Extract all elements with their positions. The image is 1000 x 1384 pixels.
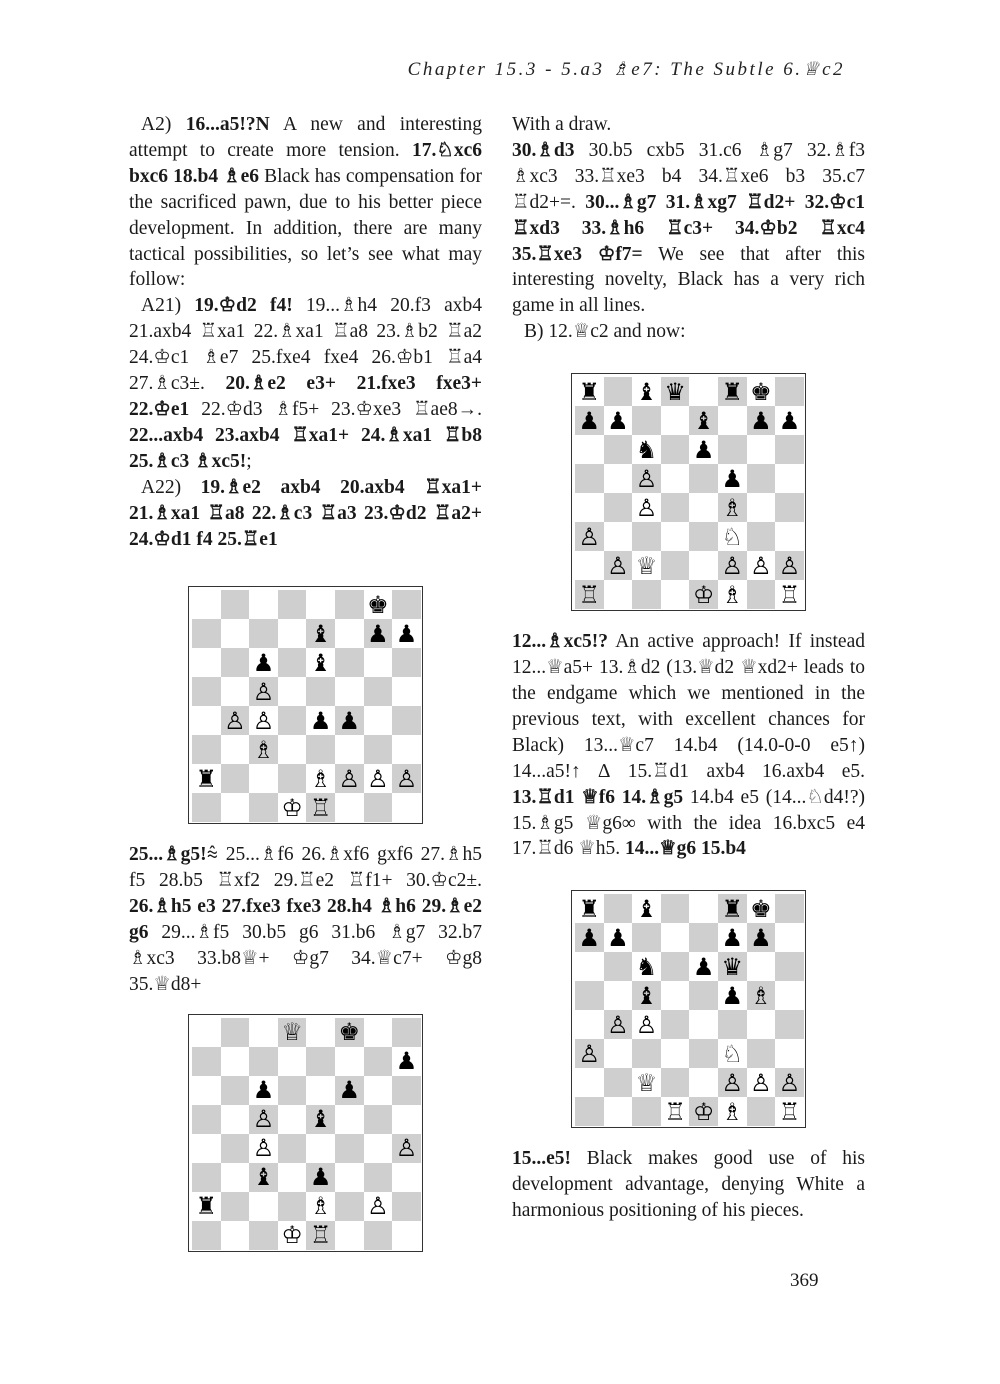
- board-square: [249, 619, 278, 648]
- board-square: [392, 735, 421, 764]
- black-pawn-icon: ♟: [689, 952, 718, 981]
- paragraph-b: B) 12.♕c2 and now:: [524, 321, 686, 343]
- board-square: [575, 493, 604, 522]
- board-square: [632, 580, 661, 609]
- black-pawn-icon: ♟: [392, 1047, 421, 1076]
- black-pawn-icon: ♟: [689, 435, 718, 464]
- board-square: [775, 894, 804, 923]
- board-square: [604, 522, 633, 551]
- board-square: [661, 493, 690, 522]
- black-pawn-icon: ♟: [306, 1163, 335, 1192]
- board-square: [775, 981, 804, 1010]
- board-square: [278, 1105, 307, 1134]
- board-square: [604, 493, 633, 522]
- black-rook-icon: ♜: [575, 377, 604, 406]
- board-square: [192, 1076, 221, 1105]
- board-square: [775, 1010, 804, 1039]
- white-pawn-icon: ♙: [364, 764, 393, 793]
- board-square: [392, 1018, 421, 1047]
- board-square: [249, 1018, 278, 1047]
- board-square: [249, 793, 278, 822]
- board-square: [604, 894, 633, 923]
- board-square: [689, 981, 718, 1010]
- board-square: [278, 1076, 307, 1105]
- board-square: [661, 1010, 690, 1039]
- board-square: [661, 464, 690, 493]
- board-square: [604, 1039, 633, 1068]
- board-square: [221, 1163, 250, 1192]
- black-pawn-icon: ♟: [718, 981, 747, 1010]
- white-rook-icon: ♖: [661, 1097, 690, 1126]
- paragraph-a2: A2) 16...a5!?N A new and interesting attempt to create more tension. 17.♘xc6 bxc6 18.b4 ♗e6 Black has compensation for the sacrificed pawn, due to his better piece development. In addition, there are many tactical possibilities, so let’s see what may follow:: [129, 114, 483, 291]
- black-pawn-icon: ♟: [306, 706, 335, 735]
- black-king-icon: ♚: [335, 1018, 364, 1047]
- board-square: [306, 735, 335, 764]
- board-square: [364, 648, 393, 677]
- white-pawn-icon: ♙: [604, 551, 633, 580]
- board-square: [689, 923, 718, 952]
- board-square: [364, 1221, 393, 1250]
- board-square: [192, 1018, 221, 1047]
- board-square: [192, 590, 221, 619]
- white-pawn-icon: ♙: [775, 1068, 804, 1097]
- paragraph-30-d3: 30.♗d3 30.b5 cxb5 31.c6 ♗g7 32.♗f3 ♗xc3 33.♖xe3 b4 34.♖xe6 b3 35.c7 ♖d2+=. 30...♗g7 31.♗xg7 ♖d2+ 32.♔c1 ♖xd3 33.♗h6 ♖c3+ 34.♔b2 ♖xc4 35.♖xe3 ♔f7= We see that after this interesting novelty, Black has a very rich game in all lines.: [512, 139, 865, 317]
- board-square: [632, 1097, 661, 1126]
- board-square: [306, 1134, 335, 1163]
- white-pawn-icon: ♙: [392, 1134, 421, 1163]
- board-grid: [192, 590, 419, 822]
- board-square: [192, 1105, 221, 1134]
- board-square: [604, 1097, 633, 1126]
- board-square: [306, 590, 335, 619]
- paragraph-12-xc5: 12...♗xc5!? An active approach! If instead 12...♕a5+ 13.♗d2 (13.♕d2 ♕xd2+ leads to the endgame which we mentioned in the previous text, with excellent chances for Black) 13...♕c7 14.b4 (14.0-0-0 e5↑) 14...a5!↑ ∆ 15.♖d1 axb4 16.axb4 e5. 13.♖d1 ♕f6 14.♗g5 14.b4 e5 (14...♘d4!?) 15.♗g5 ♕g6∞ with the idea 16.bxc5 e4 17.♖d6 ♕h5. 14...♕g6 15.b4: [512, 631, 865, 860]
- white-pawn-icon: ♙: [632, 464, 661, 493]
- black-bishop-icon: ♝: [306, 619, 335, 648]
- board-square: [249, 1047, 278, 1076]
- board-square: [689, 894, 718, 923]
- board-square: [661, 580, 690, 609]
- white-pawn-icon: ♙: [747, 551, 776, 580]
- white-pawn-icon: ♙: [747, 1068, 776, 1097]
- board-square: [575, 1010, 604, 1039]
- board-square: [747, 580, 776, 609]
- paragraph-with-draw: With a draw.: [512, 114, 612, 135]
- board-square: [221, 677, 250, 706]
- white-rook-icon: ♖: [306, 793, 335, 822]
- paragraph-25-g5: 25...♗g5!⩯ 25...♗f6 26.♗xf6 gxf6 27.♗h5 f5 28.b5 ♖xf2 29.♖e2 ♖f1+ 30.♔c2±. 26.♗h5 e3 27.fxe3 fxe3 28.h4 ♗h6 29.♗e2 g6 29...♗f5 30.b5 g6 31.b6 ♗g7 32.b7 ♗xc3 33.b8♕+ ♔g7 34.♕c7+ ♔g8 35.♕d8+: [129, 844, 482, 995]
- board-square: [689, 551, 718, 580]
- board-square: [661, 435, 690, 464]
- black-rook-icon: ♜: [192, 764, 221, 793]
- board-square: [392, 1221, 421, 1250]
- board-square: [278, 590, 307, 619]
- board-square: [335, 1221, 364, 1250]
- board-square: [392, 1192, 421, 1221]
- black-pawn-icon: ♟: [392, 619, 421, 648]
- board-square: [364, 1018, 393, 1047]
- black-king-icon: ♚: [747, 894, 776, 923]
- board-square: [575, 1068, 604, 1097]
- white-rook-icon: ♖: [306, 1221, 335, 1250]
- board-square: [747, 493, 776, 522]
- white-bishop-icon: ♗: [306, 1192, 335, 1221]
- board-square: [747, 522, 776, 551]
- black-pawn-icon: ♟: [335, 706, 364, 735]
- white-king-icon: ♔: [278, 793, 307, 822]
- white-pawn-icon: ♙: [364, 1192, 393, 1221]
- board-square: [335, 590, 364, 619]
- black-bishop-icon: ♝: [306, 648, 335, 677]
- board-square: [221, 764, 250, 793]
- board-square: [364, 1134, 393, 1163]
- board-square: [689, 493, 718, 522]
- white-king-icon: ♔: [278, 1221, 307, 1250]
- white-king-icon: ♔: [689, 1097, 718, 1126]
- board-square: [661, 1068, 690, 1097]
- board-square: [335, 1192, 364, 1221]
- board-square: [278, 677, 307, 706]
- black-pawn-icon: ♟: [604, 923, 633, 952]
- board-square: [575, 1097, 604, 1126]
- board-square: [335, 735, 364, 764]
- black-rook-icon: ♜: [192, 1192, 221, 1221]
- board-square: [221, 1076, 250, 1105]
- black-queen-icon: ♛: [718, 952, 747, 981]
- white-pawn-icon: ♙: [249, 677, 278, 706]
- board-square: [192, 1163, 221, 1192]
- board-square: [604, 981, 633, 1010]
- board-square: [306, 677, 335, 706]
- board-square: [747, 464, 776, 493]
- white-knight-icon: ♘: [718, 1039, 747, 1068]
- black-king-icon: ♚: [364, 590, 393, 619]
- board-square: [392, 793, 421, 822]
- board-square: [221, 590, 250, 619]
- paragraph-a22: A22) 19.♗e2 axb4 20.axb4 ♖xa1+ 21.♗xa1 ♖a8 22.♗c3 ♖a3 23.♔d2 ♖a2+ 24.♔d1 f4 25.♖e1: [129, 476, 482, 550]
- left-column: [129, 112, 482, 1252]
- board-square: [604, 1068, 633, 1097]
- white-bishop-icon: ♗: [747, 981, 776, 1010]
- white-bishop-icon: ♗: [718, 580, 747, 609]
- black-bishop-icon: ♝: [632, 377, 661, 406]
- chess-diagram-3: [571, 373, 806, 611]
- white-pawn-icon: ♙: [604, 1010, 633, 1039]
- black-bishop-icon: ♝: [632, 981, 661, 1010]
- board-square: [192, 648, 221, 677]
- board-square: [661, 923, 690, 952]
- board-square: [335, 1047, 364, 1076]
- black-rook-icon: ♜: [718, 377, 747, 406]
- board-square: [192, 1047, 221, 1076]
- black-pawn-icon: ♟: [575, 406, 604, 435]
- board-square: [221, 1221, 250, 1250]
- board-square: [364, 1076, 393, 1105]
- board-square: [221, 648, 250, 677]
- board-square: [249, 1221, 278, 1250]
- board-square: [364, 793, 393, 822]
- board-square: [689, 1010, 718, 1039]
- board-square: [689, 377, 718, 406]
- board-square: [747, 435, 776, 464]
- board-square: [747, 1097, 776, 1126]
- board-square: [306, 1076, 335, 1105]
- black-pawn-icon: ♟: [575, 923, 604, 952]
- board-square: [364, 735, 393, 764]
- black-pawn-icon: ♟: [718, 923, 747, 952]
- white-king-icon: ♔: [689, 580, 718, 609]
- white-bishop-icon: ♗: [306, 764, 335, 793]
- board-square: [661, 981, 690, 1010]
- white-queen-icon: ♕: [632, 551, 661, 580]
- board-square: [689, 1068, 718, 1097]
- black-pawn-icon: ♟: [718, 464, 747, 493]
- chess-diagram-4: [571, 890, 806, 1128]
- board-square: [575, 435, 604, 464]
- board-square: [221, 1134, 250, 1163]
- board-square: [689, 464, 718, 493]
- black-rook-icon: ♜: [575, 894, 604, 923]
- black-knight-icon: ♞: [632, 435, 661, 464]
- black-rook-icon: ♜: [718, 894, 747, 923]
- board-square: [775, 522, 804, 551]
- board-square: [775, 435, 804, 464]
- white-bishop-icon: ♗: [249, 735, 278, 764]
- board-square: [775, 1039, 804, 1068]
- white-pawn-icon: ♙: [335, 764, 364, 793]
- right-column: [512, 112, 865, 1224]
- board-square: [604, 464, 633, 493]
- board-square: [775, 464, 804, 493]
- board-square: [632, 923, 661, 952]
- black-bishop-icon: ♝: [689, 406, 718, 435]
- board-square: [661, 551, 690, 580]
- board-square: [392, 648, 421, 677]
- board-square: [661, 952, 690, 981]
- board-square: [221, 735, 250, 764]
- board-square: [775, 493, 804, 522]
- board-square: [278, 1192, 307, 1221]
- white-knight-icon: ♘: [718, 522, 747, 551]
- white-pawn-icon: ♙: [632, 1010, 661, 1039]
- board-square: [335, 793, 364, 822]
- board-square: [192, 735, 221, 764]
- board-square: [661, 522, 690, 551]
- white-pawn-icon: ♙: [249, 1105, 278, 1134]
- board-square: [335, 1134, 364, 1163]
- board-square: [632, 406, 661, 435]
- board-square: [335, 1163, 364, 1192]
- board-square: [661, 894, 690, 923]
- board-square: [221, 1047, 250, 1076]
- board-square: [221, 1192, 250, 1221]
- board-square: [364, 1047, 393, 1076]
- board-square: [775, 952, 804, 981]
- white-rook-icon: ♖: [775, 1097, 804, 1126]
- black-pawn-icon: ♟: [335, 1076, 364, 1105]
- board-square: [249, 590, 278, 619]
- black-bishop-icon: ♝: [249, 1163, 278, 1192]
- white-pawn-icon: ♙: [575, 1039, 604, 1068]
- board-square: [775, 923, 804, 952]
- board-square: [604, 580, 633, 609]
- board-square: [364, 706, 393, 735]
- chess-diagram-2: [188, 1014, 423, 1252]
- board-square: [575, 551, 604, 580]
- board-square: [278, 1163, 307, 1192]
- board-square: [604, 377, 633, 406]
- board-square: [278, 735, 307, 764]
- board-square: [392, 1163, 421, 1192]
- board-square: [192, 706, 221, 735]
- board-square: [575, 981, 604, 1010]
- board-square: [249, 1192, 278, 1221]
- board-square: [335, 648, 364, 677]
- black-pawn-icon: ♟: [364, 619, 393, 648]
- white-queen-icon: ♕: [632, 1068, 661, 1097]
- board-square: [718, 435, 747, 464]
- board-square: [661, 1039, 690, 1068]
- black-bishop-icon: ♝: [306, 1105, 335, 1134]
- board-square: [335, 1105, 364, 1134]
- board-square: [392, 1076, 421, 1105]
- board-square: [632, 522, 661, 551]
- white-pawn-icon: ♙: [632, 493, 661, 522]
- board-grid: [575, 377, 802, 609]
- board-square: [718, 1010, 747, 1039]
- board-square: [661, 406, 690, 435]
- board-square: [278, 1047, 307, 1076]
- white-pawn-icon: ♙: [249, 1134, 278, 1163]
- white-queen-icon: ♕: [278, 1018, 307, 1047]
- board-square: [775, 377, 804, 406]
- board-square: [221, 619, 250, 648]
- white-pawn-icon: ♙: [575, 522, 604, 551]
- board-square: [192, 793, 221, 822]
- white-pawn-icon: ♙: [718, 1068, 747, 1097]
- black-queen-icon: ♛: [661, 377, 690, 406]
- black-pawn-icon: ♟: [775, 406, 804, 435]
- board-square: [278, 1134, 307, 1163]
- chess-diagram-1: [188, 586, 423, 824]
- board-square: [221, 1105, 250, 1134]
- white-pawn-icon: ♙: [718, 551, 747, 580]
- board-square: [718, 406, 747, 435]
- board-square: [604, 435, 633, 464]
- board-square: [192, 1134, 221, 1163]
- black-bishop-icon: ♝: [632, 894, 661, 923]
- paragraph-a21: A21) 19.♔d2 f4! 19...♗h4 20.f3 axb4 21.axb4 ♖xa1 22.♗xa1 ♖a8 23.♗b2 ♖a2 24.♔c1 ♗e7 25.fxe4 fxe4 26.♔b1 ♖a4 27.♗c3±. 20.♗e2 e3+ 21.fxe3 fxe3+ 22.♔e1 22.♔d3 ♗f5+ 23.♔xe3 ♖ae8→. 22...axb4 23.axb4 ♖xa1+ 24.♗xa1 ♖b8 25.♗c3 ♗xc5!;: [129, 295, 483, 472]
- board-grid: [575, 894, 802, 1126]
- board-square: [604, 952, 633, 981]
- board-square: [364, 1163, 393, 1192]
- black-pawn-icon: ♟: [249, 1076, 278, 1105]
- white-pawn-icon: ♙: [221, 706, 250, 735]
- black-pawn-icon: ♟: [249, 648, 278, 677]
- board-square: [221, 793, 250, 822]
- board-square: [278, 764, 307, 793]
- paragraph-15-e5: 15...e5! Black makes good use of his development advantage, denying White a harmonious positioning of his pieces.: [512, 1148, 865, 1222]
- board-square: [278, 648, 307, 677]
- board-square: [335, 677, 364, 706]
- white-rook-icon: ♖: [775, 580, 804, 609]
- board-square: [689, 522, 718, 551]
- board-square: [364, 677, 393, 706]
- running-header: Chapter 15.3 - 5.a3 ♗e7: The Subtle 6.♕c2: [407, 59, 845, 80]
- board-square: [192, 677, 221, 706]
- board-square: [575, 952, 604, 981]
- board-square: [747, 952, 776, 981]
- board-square: [575, 464, 604, 493]
- black-pawn-icon: ♟: [747, 406, 776, 435]
- board-square: [364, 1105, 393, 1134]
- board-square: [747, 1010, 776, 1039]
- board-square: [221, 1018, 250, 1047]
- white-pawn-icon: ♙: [249, 706, 278, 735]
- white-rook-icon: ♖: [575, 580, 604, 609]
- black-pawn-icon: ♟: [604, 406, 633, 435]
- board-square: [689, 1039, 718, 1068]
- black-king-icon: ♚: [747, 377, 776, 406]
- board-square: [306, 1047, 335, 1076]
- white-pawn-icon: ♙: [392, 764, 421, 793]
- board-square: [392, 1105, 421, 1134]
- board-square: [392, 590, 421, 619]
- board-square: [249, 764, 278, 793]
- board-grid: [192, 1018, 419, 1250]
- black-knight-icon: ♞: [632, 952, 661, 981]
- board-square: [392, 677, 421, 706]
- black-pawn-icon: ♟: [747, 923, 776, 952]
- white-bishop-icon: ♗: [718, 1097, 747, 1126]
- board-square: [278, 619, 307, 648]
- board-square: [192, 1221, 221, 1250]
- board-square: [278, 706, 307, 735]
- board-square: [335, 619, 364, 648]
- page-number: 369: [790, 1270, 819, 1291]
- board-square: [306, 1018, 335, 1047]
- board-square: [747, 1039, 776, 1068]
- board-square: [632, 1039, 661, 1068]
- white-bishop-icon: ♗: [718, 493, 747, 522]
- white-pawn-icon: ♙: [775, 551, 804, 580]
- board-square: [192, 619, 221, 648]
- board-square: [392, 706, 421, 735]
